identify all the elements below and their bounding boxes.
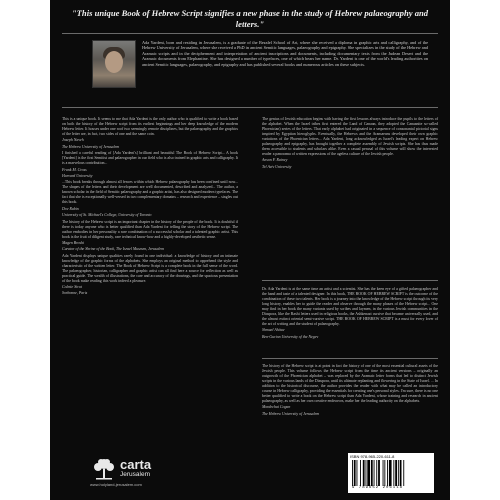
review-text: Ada Yardeni displays unique qualities rarely found in one individual: a knowledge of history and an intimate knowledge of the graphic forms of the alphabets. She employs an original method to apprehend the style and characteristic of the written letter. The Book of Hebrew Script is a complete book in the full sense of the word. The palaeographer, historian, calligrapher and graphic artist can all find here a source for reflection as well as practical guide. The wealth of illustrations, the care and accuracy of the drawings, and the spacious presentation of the book make reading this work indeed a pleasure.: [62, 253, 238, 283]
book-back-cover: [50, 0, 450, 500]
publisher-logo: [120, 458, 151, 479]
review: [62, 117, 238, 150]
barcode-stripe: [366, 460, 367, 486]
review: [62, 254, 238, 297]
barcode-stripe: [374, 460, 375, 486]
barcode-stripe: [357, 460, 358, 486]
reviewer-affiliation: Ben-Gurion University of the Negev: [262, 334, 319, 339]
barcode-stripe: [384, 460, 385, 486]
barcode-stripe: [387, 460, 388, 486]
barcode-stripe: [403, 460, 404, 486]
review-text: I finished a careful reading of [Ada Yardeni's] brilliant and beautiful The Book of Hebrew Script... A book [Yardeni] is the first Semitist and palaeographer in our field who is also trained in graphic arts and calligraphy. It is a marvelous contribution...: [62, 151, 238, 166]
reviewer-name: Colette Sirat: [62, 285, 82, 290]
reviewer-affiliation: Curator of the Shrine of the Book, The Israel Museum, Jerusalem: [62, 247, 165, 252]
review-text: ...This book breaks through almost all fences within which Hebrew palaeography has been confined until now... The shapes of the letters and their development are well documented, described and analyzed... The author, a known scholar in the field of Semitic palaeography and a graphic artist, has also designed modern typefaces. The fact that she is exceptionally well-versed in two complementary domains – research and experience – singles out this book.: [62, 180, 238, 205]
review: [62, 220, 238, 253]
barcode-stripe: [376, 460, 377, 486]
barcode-stripe: [400, 460, 402, 486]
barcode-stripe: [367, 460, 370, 486]
author-face: [105, 51, 123, 73]
author-bio: Ada Yardeni, born and residing in Jerusalem, is a graduate of the Bezalel School of Art, where she received a diploma in graphic arts and calligraphy, and of the Hebrew University of Jerusalem, where she received a PhD in ancient Semitic languages, palaeography and epigraphy. She specializes in the study of the Hebrew and Aramaic scripts and in the decipherment and interpretation of ancient inscriptions and documents, including documentary texts from the Judean Desert and the Aramaic documents from Elephantine. She has designed a number of typefaces, one of which bears her name. Dr. Yardeni is one of the world's leading authorities on ancient Semitic languages, palaeography, and epigraphy and has published several books and numerous articles on these subjects.: [142, 40, 428, 67]
publisher-city: Jerusalem: [120, 471, 150, 478]
reviewer-affiliation: University of St. Michael's College, University of Toronto: [62, 213, 152, 218]
barcode-stripe: [398, 460, 399, 486]
publisher-name: carta: [120, 457, 152, 472]
barcode-stripe: [389, 460, 392, 486]
publisher-url: www.holyland-jerusalem.com: [90, 482, 142, 487]
reviewer-name: Anson F. Rainey: [262, 158, 288, 163]
tree-icon: [90, 458, 118, 480]
author-photo: [92, 40, 136, 88]
right-divider-1: [262, 280, 438, 281]
middle-divider: [62, 107, 438, 108]
review: [62, 180, 238, 218]
barcode-stripe: [393, 460, 394, 486]
barcode-bars: [352, 460, 430, 486]
barcode-stripe: [360, 460, 361, 486]
reviewer-affiliation: The Hebrew University of Jerusalem: [62, 144, 120, 149]
right-review-3: [262, 364, 438, 418]
review-text: Dr. Ada Yardeni is at the same time an artist and a scientist. She has the keen eye of a gifted palaeographer and the hand and taste of a talented designer. In this book, THE BOOK OF HEBREW SCRIPT is the outcome of the combination of these two talents. Her book is a journey into the knowledge of the Hebrew script through its very long history, enables her to guide the reader and observe through the many phases of the Hebrew script... One may find in her book the many variants used by scribes and laymen, in the various Jewish communities in the Diaspora, like the Rashi letters used in religious books, the Ashkenazi cursive that became universally used, and the almost extinct oriental semi-cursive script. THE BOOK OF HEBREW SCRIPT is a must for every lover of the art of writing and the student of palaeography.: [262, 287, 438, 326]
cover-quote: "This unique Book of Hebrew Script signifies a new phase in the study of Hebrew palaeography and letters.": [71, 8, 429, 29]
barcode-stripe: [395, 460, 397, 486]
barcode-stripe: [363, 460, 365, 486]
top-divider: [62, 33, 438, 34]
barcode-stripe: [371, 460, 373, 486]
left-reviews-column: [62, 117, 238, 298]
isbn-barcode: [348, 453, 434, 493]
isbn-text: ISBN 978-965-220-611-8: [350, 454, 395, 459]
reviewer-name: Dov Rabin: [62, 206, 79, 211]
right-review-1: [262, 117, 438, 171]
reviewer-affiliation: Tel Aviv University: [262, 164, 292, 169]
barcode-stripe: [378, 460, 380, 486]
review: [62, 151, 238, 179]
reviewer-affiliation: Harvard University: [62, 173, 93, 178]
reviewer-name: Joseph Naveh: [62, 138, 84, 143]
barcode-stripe: [354, 460, 356, 486]
reviewer-name: Magen Broshi: [62, 240, 85, 245]
barcode-digits: 9 789652 206118: [352, 486, 404, 490]
review-text: The genius of Jewish education begins with having the first lessons always introduce the pupils to the letters of the alphabet. When the Israel tribes first entered the Land of Canaan, they adopted the Canaanite so-called Phoenician) series of the letters. That early alphabet had originated in a sequence of consonantal pictorial signs inspired by Egyptian hieroglyphs. Eventually, the Hebrews and the Aramaeans developed their own graphic variations of the Phoenician letters... Ada Yardeni, long acknowledged as Israel's leading expert on Hebrew palaeography and epigraphy, has brought together a complete assembly of Jewish scripts. She has thus made them accessible to students and scholars alike. Even a casual perusal of this volume will show the interested reader a panorama of written expressions of the ageless culture of the Jewish people.: [262, 117, 438, 156]
reviewer-affiliation: The Hebrew University of Jerusalem: [262, 411, 320, 416]
reviewer-name: Shmuel Ahituv: [262, 328, 285, 333]
barcode-stripe: [383, 460, 384, 486]
right-review-2: [262, 287, 438, 341]
review-text: The history of the Hebrew script is an important chapter in the history of the people of the book. It is doubtful if there is today anyone who is better qualified than Ada Yardeni for telling the story of the Hebrew script. The author embodies in her personality a rare combination of a successful scholar and a talented graphic artist. This book is the fruit of diligent study, rare technical know-how and a highly-developed aesthetic sense.: [62, 219, 238, 239]
reviewer-name: Mordechai Cogan: [262, 405, 291, 410]
review-text: This is a unique book. It seems to me that Ada Yardeni is the only author who is qualified to write a book based on both the history of the Hebrew script from its earliest beginnings and her deep knowledge of the modern Hebrew letter. It houses under one roof two seemingly remote disciplines, but the palaeography and the graphics of the letter are, in fact, two sides of one and the same coin.: [62, 117, 238, 136]
reviewer-affiliation: Sorbonne, Paris: [62, 291, 88, 296]
review-text: The history of the Hebrew script is at point in fact the history of one of the most essential cultural assets of the Jewish people. This volume follows the Hebrew script from the time its ancient versions – originally an outgrowth of the Phoenician alphabet – was replaced by the Aramaic letter forms that led to distinct Jewish scripts in the various lands of the Diaspora, until its ultimate replanting and flowering in the State of Israel. ... In addition to the historical discourse, the author provides the reader with what may be called an introductory course in Hebrew calligraphy, providing the essentials for creating one's personal styles. I'm sure, there is no one better qualified to write a book on the Hebrew script than Ada Yardeni, whose training and research in ancient palaeography, as well as her own creative endeavors, make her the leading authority on the alphabets.: [262, 364, 438, 403]
right-divider-2: [262, 358, 438, 359]
barcode-stripe: [352, 460, 353, 486]
reviewer-name: Frank M. Cross: [62, 167, 87, 172]
